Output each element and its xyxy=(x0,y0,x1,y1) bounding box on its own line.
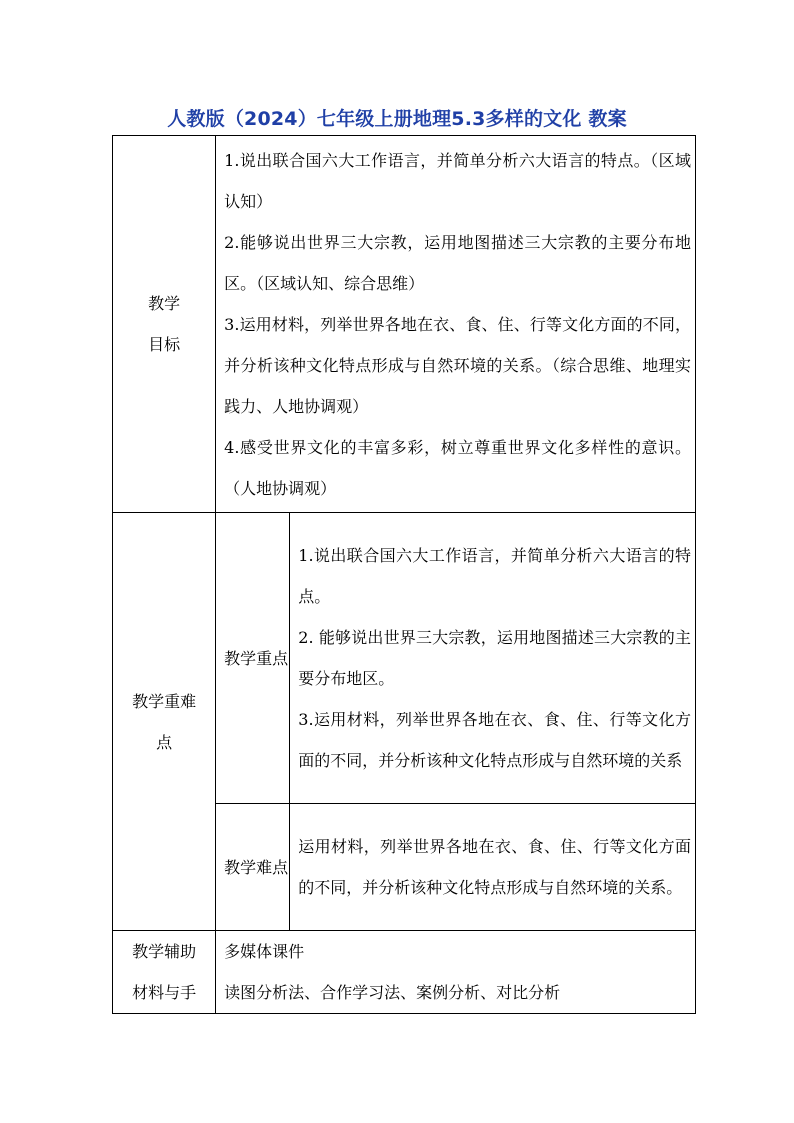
key-points-row xyxy=(113,513,696,804)
lesson-plan-table xyxy=(112,135,696,1014)
objective-item: 1.说出联合国六大工作语言，并简单分析六大语言的特点。（区域认知） xyxy=(224,150,691,211)
objectives-label-line1: 教学 xyxy=(148,294,181,313)
aids-row xyxy=(113,931,696,1014)
aids-content-cell xyxy=(216,931,696,1014)
key-difficult-label: 教学重难点 xyxy=(132,691,197,752)
aids-label-cell xyxy=(113,931,216,1014)
difficult-points-content-cell xyxy=(290,804,696,931)
objectives-label-line2: 目标 xyxy=(148,335,181,354)
difficult-points-label-cell xyxy=(216,804,290,931)
objectives-content-cell xyxy=(216,136,696,513)
aids-line: 多媒体课件 xyxy=(224,942,305,961)
key-point-item: 1.说出联合国六大工作语言，并简单分析六大语言的特点。 xyxy=(298,546,691,606)
aids-line: 读图分析法、合作学习法、案例分析、对比分析 xyxy=(224,983,561,1002)
key-points-label-cell xyxy=(216,513,290,804)
key-points-label: 教学重点 xyxy=(224,648,289,668)
objective-item: 3.运用材料，列举世界各地在衣、食、住、行等文化方面的不同，并分析该种文化特点形成与自然环境的关系。（综合思维、地理实践力、人地协调观） xyxy=(224,314,691,416)
objectives-row xyxy=(113,136,696,513)
key-points-content-cell xyxy=(290,513,696,804)
document-title: 人教版（2024）七年级上册地理5.3多样的文化 教案 xyxy=(167,108,627,130)
key-point-item: 2. 能够说出世界三大宗教，运用地图描述三大宗教的主要分布地区。 xyxy=(298,628,691,688)
key-point-item: 3.运用材料，列举世界各地在衣、食、住、行等文化方面的不同，并分析该种文化特点形成与自然环境的关系 xyxy=(298,710,691,770)
objective-item: 2.能够说出世界三大宗教，运用地图描述三大宗教的主要分布地区。（区域认知、综合思维） xyxy=(224,232,691,293)
key-difficult-label-cell xyxy=(113,513,216,931)
objective-item: 4.感受世界文化的丰富多彩，树立尊重世界文化多样性的意识。（人地协调观） xyxy=(224,437,691,498)
difficult-point-text: 运用材料，列举世界各地在衣、食、住、行等文化方面的不同，并分析该种文化特点形成与自然环境的关系。 xyxy=(298,837,691,897)
difficult-points-label: 教学难点 xyxy=(224,857,289,877)
aids-label: 教学辅助材料与手 xyxy=(132,942,197,1002)
objectives-label-cell xyxy=(113,136,216,513)
